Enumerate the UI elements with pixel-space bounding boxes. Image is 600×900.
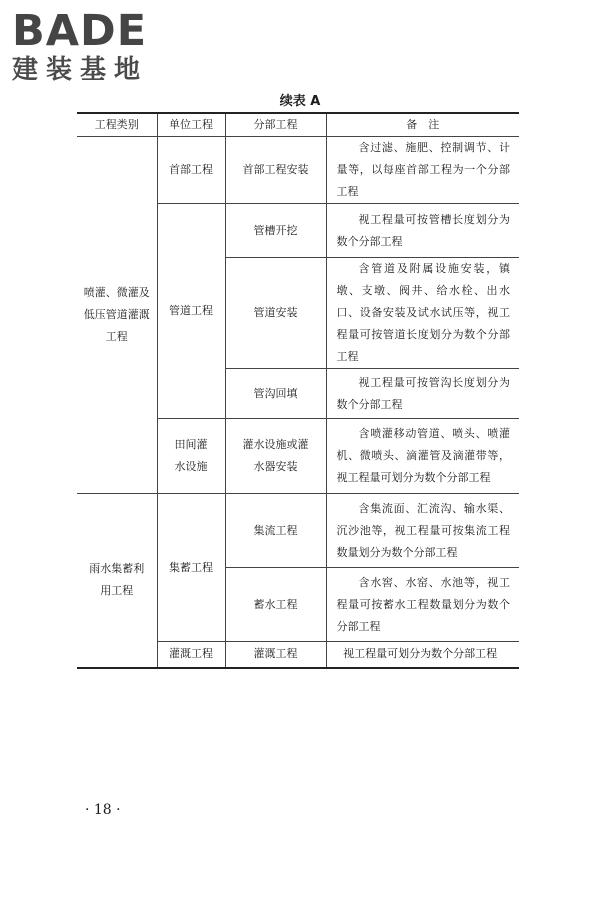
note-cell xyxy=(326,204,519,258)
header-note: 备 注 xyxy=(326,113,519,137)
unit-cell: 集蓄工程 xyxy=(157,494,225,642)
table-row xyxy=(77,494,519,568)
part-cell: 管沟回填 xyxy=(225,369,326,419)
category-cell xyxy=(77,494,157,668)
header-category: 工程类别 xyxy=(77,113,157,137)
category-text: 雨水集蓄利用工程 xyxy=(89,562,145,598)
note-text: 视工程量可按管沟长度划分为数个分部工程 xyxy=(336,375,510,411)
note-cell xyxy=(326,258,519,369)
category-cell xyxy=(77,137,157,494)
note-cell xyxy=(326,568,519,642)
part-cell: 灌溉工程 xyxy=(225,642,326,668)
logo xyxy=(12,8,187,90)
unit-cell: 首部工程 xyxy=(157,137,225,204)
table-header-row xyxy=(77,113,519,137)
unit-cell: 灌溉工程 xyxy=(157,642,225,668)
part-cell: 管道安装 xyxy=(225,258,326,369)
unit-cell: 田间灌水设施 xyxy=(157,419,225,494)
part-cell: 集流工程 xyxy=(225,494,326,568)
note-cell xyxy=(326,369,519,419)
note-text: 含管道及附属设施安装，镇墩、支墩、阀井、给水栓、出水口、设备安装及试水试压等，视工程量可按管道长度划分为数个分部工程 xyxy=(336,262,510,363)
part-cell: 首部工程安装 xyxy=(225,137,326,204)
part-cell: 灌水设施或灌水器安装 xyxy=(225,419,326,494)
logo-subtitle: 建装基地 xyxy=(12,55,149,85)
engineering-classification-table xyxy=(77,112,519,669)
category-text: 喷灌、微灌及低压管道灌溉工程 xyxy=(83,286,150,343)
unit-cell: 管道工程 xyxy=(157,204,225,419)
part-cell: 蓄水工程 xyxy=(225,568,326,642)
page-number: · 18 · xyxy=(85,802,121,818)
note-cell xyxy=(326,419,519,494)
note-text: 视工程量可按管槽长度划分为数个分部工程 xyxy=(336,212,510,248)
note-text: 含集流面、汇流沟、输水渠、沉沙池等，视工程量可按集流工程数量划分为数个分部工程 xyxy=(336,501,510,559)
note-text: 含过滤、施肥、控制调节、计量等，以每座首部工程为一个分部工程 xyxy=(336,141,510,198)
note-cell xyxy=(326,494,519,568)
part-cell: 管槽开挖 xyxy=(225,204,326,258)
header-part: 分部工程 xyxy=(225,113,326,137)
table-title: 续表 A xyxy=(279,94,321,109)
note-text: 视工程量可划分为数个分部工程 xyxy=(343,647,498,661)
note-text: 含喷灌移动管道、喷头、喷灌机、微喷头、滴灌管及滴灌带等，视工程量可划分为数个分部工程 xyxy=(336,427,510,484)
note-text: 含水窖、水窑、水池等，视工程量可按蓄水工程数量划分为数个分部工程 xyxy=(336,575,510,633)
header-unit: 单位工程 xyxy=(157,113,225,137)
note-cell xyxy=(326,137,519,204)
table-row xyxy=(77,137,519,204)
note-cell xyxy=(326,642,519,668)
logo-wordmark: BADE xyxy=(12,6,148,56)
